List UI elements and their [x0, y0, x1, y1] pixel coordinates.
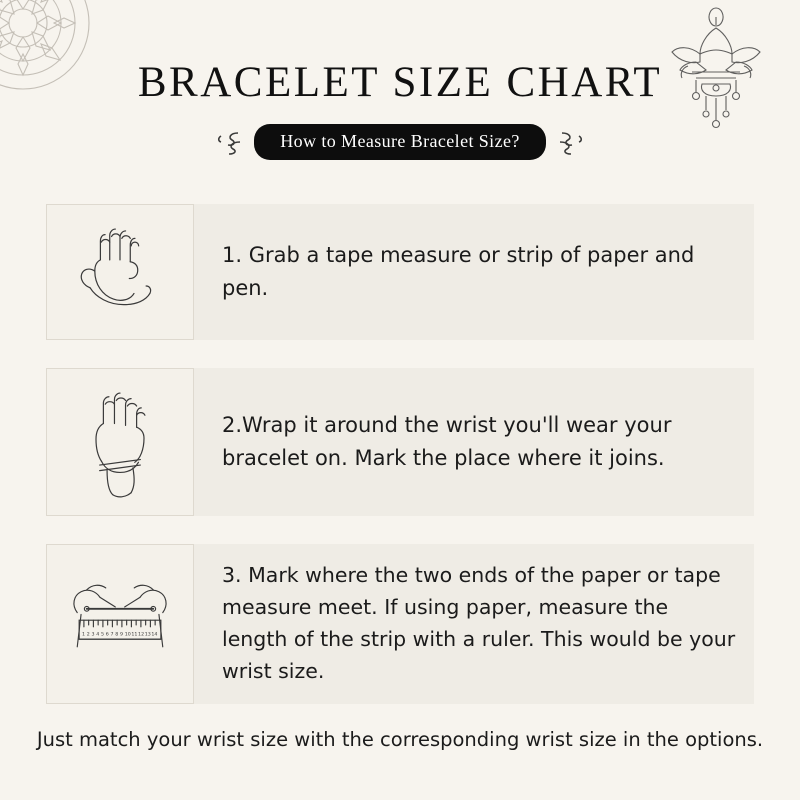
svg-text:3: 3	[91, 632, 95, 638]
step-text: 3. Mark where the two ends of the paper or tape measure meet. If using paper, measure the length of the strip with a ruler. This would be your wrist size.	[222, 563, 736, 683]
svg-text:7: 7	[110, 632, 114, 638]
list-item	[46, 544, 754, 704]
hand-with-tape-icon	[46, 204, 194, 340]
svg-text:8: 8	[115, 632, 119, 638]
subtitle-pill: How to Measure Bracelet Size?	[254, 124, 546, 160]
svg-text:12: 12	[138, 632, 145, 638]
svg-text:14: 14	[151, 632, 158, 638]
step-text: 2.Wrap it around the wrist you'll wear your bracelet on. Mark the place where it joins.	[222, 413, 672, 470]
svg-text:13: 13	[144, 632, 151, 638]
page-title: BRACELET SIZE CHART	[137, 59, 663, 106]
svg-text:5: 5	[101, 632, 105, 638]
flourish-icon	[556, 127, 586, 157]
subtitle-row	[0, 124, 800, 160]
step-text: 1. Grab a tape measure or strip of paper and pen.	[222, 243, 695, 300]
flourish-icon	[214, 127, 244, 157]
svg-text:9: 9	[120, 632, 124, 638]
svg-text:2: 2	[86, 632, 90, 638]
svg-text:4: 4	[96, 632, 100, 638]
hands-with-ruler-icon	[46, 544, 194, 704]
svg-text:1: 1	[82, 632, 86, 638]
hand-wrapped-wrist-icon	[46, 368, 194, 516]
list-item	[46, 368, 754, 516]
footer-note: Just match your wrist size with the corresponding wrist size in the options.	[36, 728, 764, 751]
svg-text:11: 11	[131, 632, 138, 638]
svg-text:10: 10	[124, 632, 131, 638]
svg-text:6: 6	[105, 632, 109, 638]
steps-list	[46, 204, 754, 732]
list-item	[46, 204, 754, 340]
